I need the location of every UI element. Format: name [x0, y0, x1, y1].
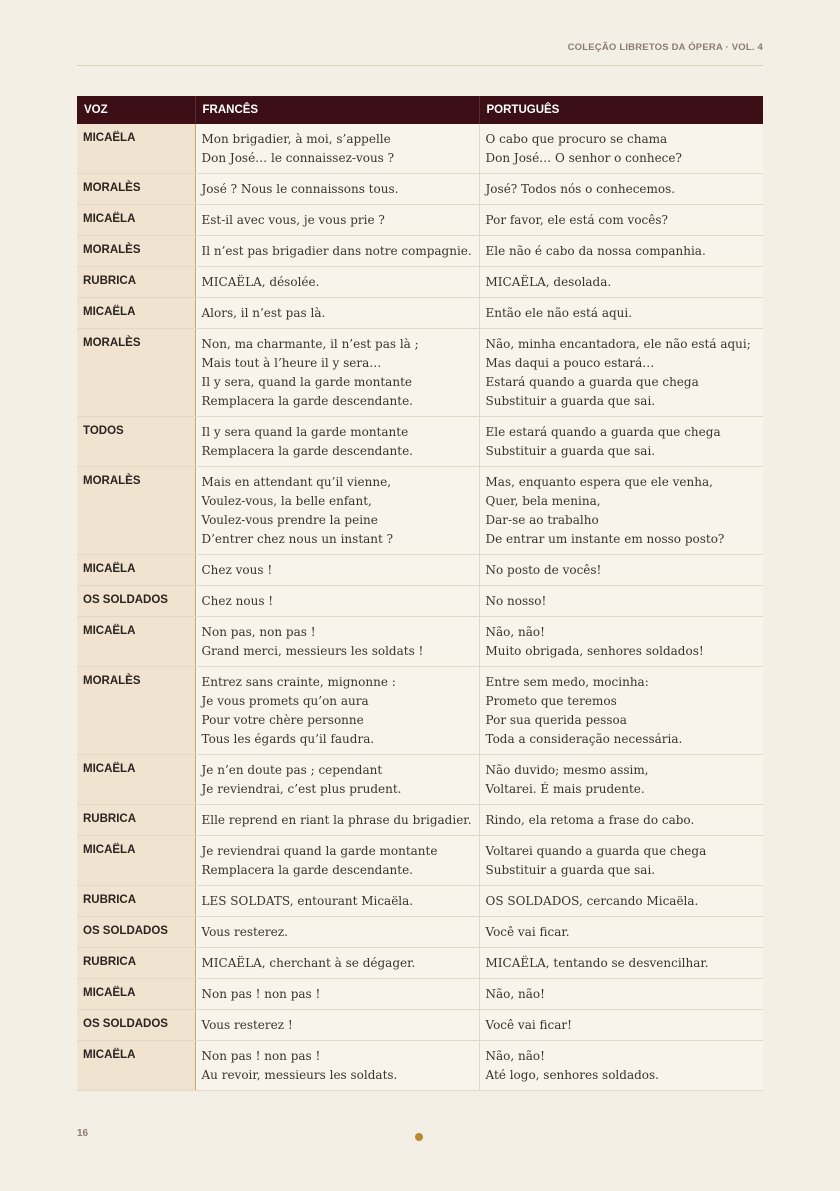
speaker-cell: MORALÈS [77, 174, 195, 205]
portuguese-text-cell: O cabo que procuro se chama Don José… O senhor o conhece? [479, 124, 763, 174]
portuguese-text-cell: Não, não! [479, 979, 763, 1010]
table-row [77, 979, 763, 1010]
table-row [77, 236, 763, 267]
table-row [77, 805, 763, 836]
table-row [77, 555, 763, 586]
speaker-cell: RUBRICA [77, 267, 195, 298]
speaker-cell: MORALÈS [77, 467, 195, 555]
french-text-cell: Mon brigadier, à moi, s’appelle Don José… le connaissez-vous ? [195, 124, 479, 174]
french-text-cell: Vous resterez. [195, 917, 479, 948]
portuguese-text-cell: Não, não! Até logo, senhores soldados. [479, 1041, 763, 1091]
french-text-cell: Alors, il n’est pas là. [195, 298, 479, 329]
table-row [77, 174, 763, 205]
speaker-cell: OS SOLDADOS [77, 1010, 195, 1041]
table-row [77, 267, 763, 298]
french-text-cell: Non pas, non pas ! Grand merci, messieurs les soldats ! [195, 617, 479, 667]
header-rule [77, 65, 763, 66]
french-text-cell: Non pas ! non pas ! [195, 979, 479, 1010]
portuguese-text-cell: No nosso! [479, 586, 763, 617]
french-text-cell: Non, ma charmante, il n’est pas là ; Mais tout à l’heure il y sera… Il y sera, quand la garde montante Remplacera la garde descendante. [195, 329, 479, 417]
table-row [77, 298, 763, 329]
speaker-cell: MICAËLA [77, 979, 195, 1010]
french-text-cell: Je n’en doute pas ; cependant Je reviendrai, c’est plus prudent. [195, 755, 479, 805]
speaker-cell: MICAËLA [77, 124, 195, 174]
speaker-cell: OS SOLDADOS [77, 586, 195, 617]
portuguese-text-cell: Mas, enquanto espera que ele venha, Quer, bela menina, Dar-se ao trabalho De entrar um instante em nosso posto? [479, 467, 763, 555]
speaker-cell: MORALÈS [77, 329, 195, 417]
portuguese-text-cell: Entre sem medo, mocinha: Prometo que teremos Por sua querida pessoa Toda a consideração necessária. [479, 667, 763, 755]
french-text-cell: MICAËLA, cherchant à se dégager. [195, 948, 479, 979]
portuguese-text-cell: Não duvido; mesmo assim, Voltarei. É mais prudente. [479, 755, 763, 805]
speaker-cell: RUBRICA [77, 886, 195, 917]
table-row [77, 124, 763, 174]
table-row [77, 755, 763, 805]
table-row [77, 617, 763, 667]
portuguese-text-cell: Ele não é cabo da nossa companhia. [479, 236, 763, 267]
speaker-cell: RUBRICA [77, 805, 195, 836]
portuguese-text-cell: No posto de vocês! [479, 555, 763, 586]
portuguese-text-cell: José? Todos nós o conhecemos. [479, 174, 763, 205]
portuguese-text-cell: Você vai ficar. [479, 917, 763, 948]
speaker-cell: RUBRICA [77, 948, 195, 979]
speaker-cell: MICAËLA [77, 298, 195, 329]
footer-ornament-dot [415, 1133, 423, 1141]
running-header: COLEÇÃO LIBRETOS DA ÓPERA · VOL. 4 [567, 42, 763, 53]
column-header-portugues: PORTUGUÊS [479, 96, 763, 124]
table-row [77, 329, 763, 417]
speaker-cell: MICAËLA [77, 555, 195, 586]
table-row [77, 917, 763, 948]
table-row [77, 886, 763, 917]
french-text-cell: Je reviendrai quand la garde montante Remplacera la garde descendante. [195, 836, 479, 886]
speaker-cell: MICAËLA [77, 205, 195, 236]
portuguese-text-cell: OS SOLDADOS, cercando Micaëla. [479, 886, 763, 917]
table-row [77, 205, 763, 236]
french-text-cell: MICAËLA, désolée. [195, 267, 479, 298]
french-text-cell: José ? Nous le connaissons tous. [195, 174, 479, 205]
table-header-row [77, 96, 763, 124]
speaker-cell: MORALÈS [77, 667, 195, 755]
french-text-cell: Mais en attendant qu’il vienne, Voulez-vous, la belle enfant, Voulez-vous prendre la peine D’entrer chez nous un instant ? [195, 467, 479, 555]
portuguese-text-cell: MICAËLA, tentando se desvencilhar. [479, 948, 763, 979]
column-header-frances: FRANCÊS [195, 96, 479, 124]
table-row [77, 1041, 763, 1091]
portuguese-text-cell: MICAËLA, desolada. [479, 267, 763, 298]
french-text-cell: Non pas ! non pas ! Au revoir, messieurs les soldats. [195, 1041, 479, 1091]
portuguese-text-cell: Você vai ficar! [479, 1010, 763, 1041]
french-text-cell: Il y sera quand la garde montante Remplacera la garde descendante. [195, 417, 479, 467]
french-text-cell: Chez nous ! [195, 586, 479, 617]
libretto-table [77, 96, 763, 1091]
portuguese-text-cell: Não, não! Muito obrigada, senhores soldados! [479, 617, 763, 667]
speaker-cell: MICAËLA [77, 617, 195, 667]
portuguese-text-cell: Ele estará quando a guarda que chega Substituir a guarda que sai. [479, 417, 763, 467]
table-row [77, 1010, 763, 1041]
table-row [77, 467, 763, 555]
column-header-voz: VOZ [77, 96, 195, 124]
speaker-cell: MICAËLA [77, 1041, 195, 1091]
french-text-cell: Chez vous ! [195, 555, 479, 586]
french-text-cell: Il n’est pas brigadier dans notre compagnie. [195, 236, 479, 267]
french-text-cell: LES SOLDATS, entourant Micaëla. [195, 886, 479, 917]
table-row [77, 417, 763, 467]
speaker-cell: MORALÈS [77, 236, 195, 267]
table-row [77, 948, 763, 979]
portuguese-text-cell: Então ele não está aqui. [479, 298, 763, 329]
french-text-cell: Vous resterez ! [195, 1010, 479, 1041]
french-text-cell: Est-il avec vous, je vous prie ? [195, 205, 479, 236]
french-text-cell: Elle reprend en riant la phrase du brigadier. [195, 805, 479, 836]
french-text-cell: Entrez sans crainte, mignonne : Je vous promets qu’on aura Pour votre chère personne Tous les égards qu’il faudra. [195, 667, 479, 755]
portuguese-text-cell: Voltarei quando a guarda que chega Substituir a guarda que sai. [479, 836, 763, 886]
speaker-cell: MICAËLA [77, 836, 195, 886]
page-number: 16 [77, 1128, 89, 1139]
table-row [77, 667, 763, 755]
portuguese-text-cell: Por favor, ele está com vocês? [479, 205, 763, 236]
portuguese-text-cell: Rindo, ela retoma a frase do cabo. [479, 805, 763, 836]
portuguese-text-cell: Não, minha encantadora, ele não está aqui; Mas daqui a pouco estará… Estará quando a guarda que chega Substituir a guarda que sai. [479, 329, 763, 417]
table-row [77, 836, 763, 886]
speaker-cell: TODOS [77, 417, 195, 467]
speaker-cell: MICAËLA [77, 755, 195, 805]
speaker-cell: OS SOLDADOS [77, 917, 195, 948]
table-row [77, 586, 763, 617]
